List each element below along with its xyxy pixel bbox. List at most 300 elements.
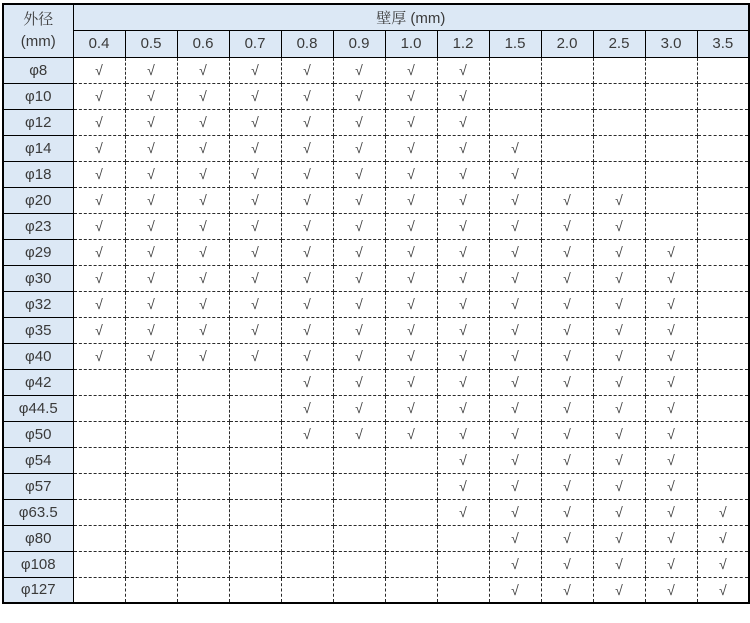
table-row: [3, 291, 749, 317]
empty-cell: [177, 369, 229, 395]
check-cell: √: [593, 577, 645, 603]
check-cell: √: [645, 369, 697, 395]
check-cell: √: [437, 291, 489, 317]
check-cell: √: [73, 83, 125, 109]
check-cell: √: [645, 577, 697, 603]
check-cell: √: [541, 421, 593, 447]
check-cell: √: [281, 369, 333, 395]
table-row: [3, 577, 749, 603]
empty-cell: [73, 395, 125, 421]
check-cell: √: [645, 265, 697, 291]
check-cell: √: [437, 421, 489, 447]
check-cell: √: [177, 187, 229, 213]
check-cell: √: [229, 161, 281, 187]
check-cell: √: [437, 395, 489, 421]
tube-spec-table: [2, 3, 750, 604]
empty-cell: [229, 369, 281, 395]
table-row: [3, 369, 749, 395]
check-cell: √: [645, 395, 697, 421]
empty-cell: [333, 473, 385, 499]
check-cell: √: [281, 317, 333, 343]
empty-cell: [697, 239, 749, 265]
check-cell: √: [489, 265, 541, 291]
check-cell: √: [593, 551, 645, 577]
row-label: φ50: [3, 421, 73, 447]
check-cell: √: [281, 187, 333, 213]
empty-cell: [73, 525, 125, 551]
empty-cell: [541, 57, 593, 83]
empty-cell: [593, 83, 645, 109]
check-cell: √: [385, 369, 437, 395]
check-cell: √: [385, 343, 437, 369]
empty-cell: [437, 551, 489, 577]
table-body: [3, 57, 749, 603]
check-cell: √: [385, 109, 437, 135]
check-cell: √: [697, 551, 749, 577]
table-row: [3, 317, 749, 343]
check-cell: √: [333, 291, 385, 317]
thickness-header-2.0: 2.0: [541, 31, 593, 58]
row-label: φ63.5: [3, 499, 73, 525]
empty-cell: [73, 447, 125, 473]
check-cell: √: [489, 291, 541, 317]
check-cell: √: [593, 421, 645, 447]
check-cell: √: [177, 161, 229, 187]
empty-cell: [541, 83, 593, 109]
check-cell: √: [593, 291, 645, 317]
check-cell: √: [385, 265, 437, 291]
check-cell: √: [541, 291, 593, 317]
check-cell: √: [645, 421, 697, 447]
table-header: [3, 4, 749, 57]
table-row: [3, 109, 749, 135]
check-cell: √: [437, 499, 489, 525]
check-cell: √: [541, 265, 593, 291]
check-cell: √: [385, 83, 437, 109]
check-cell: √: [489, 421, 541, 447]
empty-cell: [697, 343, 749, 369]
check-cell: √: [333, 83, 385, 109]
check-cell: √: [333, 161, 385, 187]
check-cell: √: [125, 83, 177, 109]
check-cell: √: [125, 213, 177, 239]
check-cell: √: [489, 525, 541, 551]
table-row: [3, 473, 749, 499]
check-cell: √: [177, 291, 229, 317]
outer-diameter-header-line1: 外径: [23, 11, 54, 28]
empty-cell: [333, 499, 385, 525]
row-label: φ40: [3, 343, 73, 369]
table-row: [3, 57, 749, 83]
table-row: [3, 395, 749, 421]
check-cell: √: [177, 57, 229, 83]
row-label: φ14: [3, 135, 73, 161]
empty-cell: [697, 447, 749, 473]
check-cell: √: [541, 239, 593, 265]
empty-cell: [281, 577, 333, 603]
empty-cell: [645, 57, 697, 83]
empty-cell: [697, 369, 749, 395]
check-cell: √: [385, 421, 437, 447]
row-label: φ10: [3, 83, 73, 109]
check-cell: √: [645, 447, 697, 473]
check-cell: √: [645, 473, 697, 499]
empty-cell: [229, 551, 281, 577]
row-label: φ20: [3, 187, 73, 213]
empty-cell: [73, 473, 125, 499]
empty-cell: [177, 447, 229, 473]
check-cell: √: [333, 395, 385, 421]
empty-cell: [73, 421, 125, 447]
check-cell: √: [385, 239, 437, 265]
check-cell: √: [489, 317, 541, 343]
empty-cell: [489, 109, 541, 135]
check-cell: √: [333, 109, 385, 135]
empty-cell: [385, 551, 437, 577]
check-cell: √: [437, 447, 489, 473]
empty-cell: [645, 83, 697, 109]
thickness-header-0.9: 0.9: [333, 31, 385, 58]
empty-cell: [125, 395, 177, 421]
check-cell: √: [437, 317, 489, 343]
check-cell: √: [541, 395, 593, 421]
check-cell: √: [437, 369, 489, 395]
check-cell: √: [593, 395, 645, 421]
empty-cell: [281, 551, 333, 577]
thickness-header-0.6: 0.6: [177, 31, 229, 58]
check-cell: √: [593, 473, 645, 499]
empty-cell: [541, 109, 593, 135]
row-label: φ108: [3, 551, 73, 577]
check-cell: √: [333, 213, 385, 239]
check-cell: √: [385, 135, 437, 161]
check-cell: √: [593, 369, 645, 395]
empty-cell: [125, 577, 177, 603]
empty-cell: [697, 317, 749, 343]
check-cell: √: [385, 291, 437, 317]
check-cell: √: [281, 265, 333, 291]
check-cell: √: [645, 239, 697, 265]
empty-cell: [177, 421, 229, 447]
check-cell: √: [541, 551, 593, 577]
check-cell: √: [541, 577, 593, 603]
check-cell: √: [125, 109, 177, 135]
table-row: [3, 135, 749, 161]
empty-cell: [697, 109, 749, 135]
empty-cell: [125, 499, 177, 525]
empty-cell: [645, 135, 697, 161]
check-cell: √: [489, 135, 541, 161]
outer-diameter-header-line2: (mm): [20, 32, 56, 50]
empty-cell: [177, 473, 229, 499]
empty-cell: [229, 473, 281, 499]
check-cell: √: [125, 291, 177, 317]
check-cell: √: [437, 473, 489, 499]
check-cell: √: [229, 135, 281, 161]
empty-cell: [177, 551, 229, 577]
check-cell: √: [73, 291, 125, 317]
check-cell: √: [489, 187, 541, 213]
check-cell: √: [593, 525, 645, 551]
empty-cell: [697, 421, 749, 447]
empty-cell: [489, 57, 541, 83]
table-row: [3, 265, 749, 291]
check-cell: √: [177, 213, 229, 239]
check-cell: √: [125, 187, 177, 213]
empty-cell: [645, 213, 697, 239]
table-row: [3, 551, 749, 577]
empty-cell: [229, 499, 281, 525]
empty-cell: [229, 447, 281, 473]
check-cell: √: [645, 343, 697, 369]
table-row: [3, 161, 749, 187]
empty-cell: [73, 551, 125, 577]
empty-cell: [437, 577, 489, 603]
check-cell: √: [281, 161, 333, 187]
row-label: φ23: [3, 213, 73, 239]
empty-cell: [333, 525, 385, 551]
empty-cell: [73, 499, 125, 525]
check-cell: √: [281, 421, 333, 447]
row-label: φ35: [3, 317, 73, 343]
empty-cell: [125, 421, 177, 447]
check-cell: √: [125, 343, 177, 369]
empty-cell: [177, 499, 229, 525]
table-row: [3, 239, 749, 265]
check-cell: √: [489, 343, 541, 369]
row-label: φ42: [3, 369, 73, 395]
check-cell: √: [593, 499, 645, 525]
check-cell: √: [541, 525, 593, 551]
check-cell: √: [437, 57, 489, 83]
check-cell: √: [125, 57, 177, 83]
table-row: [3, 213, 749, 239]
empty-cell: [229, 421, 281, 447]
check-cell: √: [73, 343, 125, 369]
check-cell: √: [125, 239, 177, 265]
empty-cell: [385, 447, 437, 473]
check-cell: √: [125, 161, 177, 187]
check-cell: √: [73, 109, 125, 135]
check-cell: √: [541, 447, 593, 473]
empty-cell: [697, 265, 749, 291]
check-cell: √: [437, 161, 489, 187]
empty-cell: [697, 291, 749, 317]
check-cell: √: [541, 473, 593, 499]
check-cell: √: [489, 213, 541, 239]
check-cell: √: [177, 109, 229, 135]
check-cell: √: [281, 239, 333, 265]
check-cell: √: [437, 343, 489, 369]
check-cell: √: [645, 317, 697, 343]
check-cell: √: [229, 213, 281, 239]
check-cell: √: [593, 343, 645, 369]
row-label: φ18: [3, 161, 73, 187]
check-cell: √: [333, 265, 385, 291]
check-cell: √: [437, 187, 489, 213]
check-cell: √: [385, 161, 437, 187]
table-row: [3, 187, 749, 213]
thickness-header-0.5: 0.5: [125, 31, 177, 58]
empty-cell: [593, 109, 645, 135]
check-cell: √: [333, 187, 385, 213]
check-cell: √: [385, 395, 437, 421]
check-cell: √: [229, 57, 281, 83]
empty-cell: [385, 499, 437, 525]
check-cell: √: [281, 343, 333, 369]
check-cell: √: [73, 213, 125, 239]
check-cell: √: [541, 187, 593, 213]
check-cell: √: [281, 83, 333, 109]
empty-cell: [385, 525, 437, 551]
empty-cell: [281, 473, 333, 499]
check-cell: √: [593, 265, 645, 291]
row-label: φ30: [3, 265, 73, 291]
empty-cell: [333, 551, 385, 577]
check-cell: √: [489, 369, 541, 395]
empty-cell: [697, 395, 749, 421]
check-cell: √: [73, 239, 125, 265]
check-cell: √: [385, 317, 437, 343]
check-cell: √: [437, 83, 489, 109]
row-label: φ57: [3, 473, 73, 499]
thickness-header-3.0: 3.0: [645, 31, 697, 58]
wall-thickness-group-header: 壁厚 (mm): [73, 4, 749, 31]
empty-cell: [125, 525, 177, 551]
check-cell: √: [489, 473, 541, 499]
check-cell: √: [489, 447, 541, 473]
check-cell: √: [229, 83, 281, 109]
check-cell: √: [645, 499, 697, 525]
empty-cell: [541, 135, 593, 161]
empty-cell: [333, 577, 385, 603]
check-cell: √: [333, 57, 385, 83]
check-cell: √: [645, 551, 697, 577]
check-cell: √: [73, 161, 125, 187]
check-cell: √: [125, 265, 177, 291]
check-cell: √: [489, 499, 541, 525]
check-cell: √: [489, 395, 541, 421]
table-row: [3, 83, 749, 109]
empty-cell: [697, 473, 749, 499]
check-cell: √: [697, 525, 749, 551]
thickness-header-1.2: 1.2: [437, 31, 489, 58]
check-cell: √: [385, 187, 437, 213]
check-cell: √: [437, 109, 489, 135]
check-cell: √: [229, 265, 281, 291]
check-cell: √: [437, 239, 489, 265]
check-cell: √: [177, 239, 229, 265]
check-cell: √: [73, 135, 125, 161]
thickness-header-0.8: 0.8: [281, 31, 333, 58]
thickness-header-3.5: 3.5: [697, 31, 749, 58]
check-cell: √: [177, 135, 229, 161]
check-cell: √: [645, 291, 697, 317]
check-cell: √: [333, 343, 385, 369]
check-cell: √: [593, 213, 645, 239]
check-cell: √: [73, 57, 125, 83]
empty-cell: [697, 161, 749, 187]
check-cell: √: [333, 317, 385, 343]
empty-cell: [125, 369, 177, 395]
check-cell: √: [333, 135, 385, 161]
check-cell: √: [489, 161, 541, 187]
check-cell: √: [541, 213, 593, 239]
thickness-header-1.5: 1.5: [489, 31, 541, 58]
empty-cell: [177, 525, 229, 551]
empty-cell: [385, 577, 437, 603]
check-cell: √: [125, 317, 177, 343]
row-label: φ32: [3, 291, 73, 317]
empty-cell: [645, 161, 697, 187]
check-cell: √: [593, 187, 645, 213]
check-cell: √: [281, 57, 333, 83]
row-label: φ80: [3, 525, 73, 551]
empty-cell: [333, 447, 385, 473]
empty-cell: [73, 577, 125, 603]
thickness-header-1.0: 1.0: [385, 31, 437, 58]
check-cell: √: [73, 317, 125, 343]
table-row: [3, 343, 749, 369]
row-label: φ44.5: [3, 395, 73, 421]
check-cell: √: [177, 317, 229, 343]
empty-cell: [593, 57, 645, 83]
row-label: φ127: [3, 577, 73, 603]
check-cell: √: [229, 317, 281, 343]
check-cell: √: [229, 109, 281, 135]
check-cell: √: [593, 239, 645, 265]
check-cell: √: [229, 343, 281, 369]
empty-cell: [229, 577, 281, 603]
empty-cell: [229, 395, 281, 421]
table-row: [3, 499, 749, 525]
empty-cell: [437, 525, 489, 551]
check-cell: √: [229, 187, 281, 213]
empty-cell: [541, 161, 593, 187]
row-label: φ8: [3, 57, 73, 83]
check-cell: √: [385, 57, 437, 83]
check-cell: √: [489, 577, 541, 603]
check-cell: √: [541, 343, 593, 369]
empty-cell: [489, 83, 541, 109]
empty-cell: [281, 499, 333, 525]
check-cell: √: [437, 265, 489, 291]
outer-diameter-header: [3, 4, 73, 57]
empty-cell: [281, 447, 333, 473]
empty-cell: [697, 135, 749, 161]
check-cell: √: [73, 265, 125, 291]
empty-cell: [385, 473, 437, 499]
empty-cell: [177, 395, 229, 421]
empty-cell: [593, 161, 645, 187]
check-cell: √: [73, 187, 125, 213]
thickness-header-0.4: 0.4: [73, 31, 125, 58]
empty-cell: [281, 525, 333, 551]
check-cell: √: [645, 525, 697, 551]
group-header-row: [3, 4, 749, 31]
row-label: φ29: [3, 239, 73, 265]
check-cell: √: [593, 317, 645, 343]
check-cell: √: [177, 83, 229, 109]
empty-cell: [125, 551, 177, 577]
check-cell: √: [281, 109, 333, 135]
table-row: [3, 525, 749, 551]
empty-cell: [229, 525, 281, 551]
empty-cell: [645, 109, 697, 135]
check-cell: √: [437, 213, 489, 239]
check-cell: √: [229, 239, 281, 265]
check-cell: √: [489, 551, 541, 577]
